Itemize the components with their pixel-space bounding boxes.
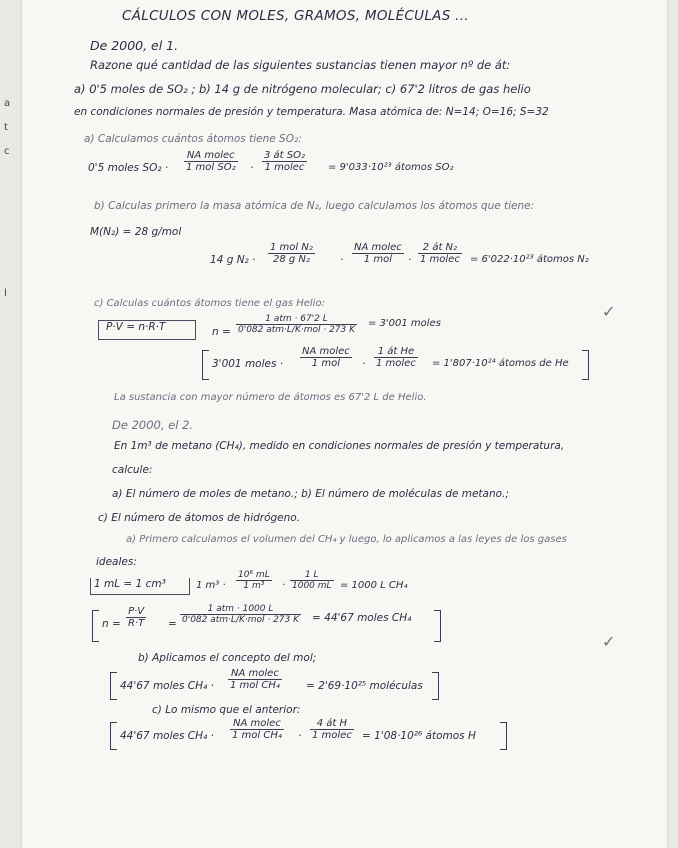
ex2-a-frac-1-num: 10⁶ mL (238, 570, 270, 580)
ex2-a-frac-3-num: 1 atm · 1000 L (180, 604, 301, 615)
ex2-b-intro: b) Aplicamos el concepto del mol; (138, 652, 317, 664)
ex1-c-frac-1-den: 1 mol (311, 358, 340, 369)
ex2-statement-2: calcule: (112, 464, 153, 476)
ex1-b-frac-1 (268, 242, 315, 265)
ex1-c-frac (236, 314, 357, 335)
ex1-b-frac-1-den: 28 g N₂ (272, 254, 310, 265)
ex2-a-equiv: 1 mL = 1 cm³ (94, 578, 166, 590)
margin-mark-a: a (4, 98, 11, 109)
ex2-statement-4: c) El número de átomos de hidrógeno. (98, 512, 301, 524)
ex1-c-frac-2-num: 1 át He (374, 346, 418, 358)
check-mark-2: ✓ (602, 632, 616, 651)
bracket-left (92, 610, 99, 642)
ex1-header: De 2000, el 1. (90, 38, 179, 53)
ex2-c-frac-2-den: 1 molec (312, 730, 352, 741)
ex2-c-result: = 1'08·10²⁶ átomos H (362, 730, 476, 742)
ex1-b-frac-3-den: 1 molec (420, 254, 460, 265)
ex2-statement-3: a) El número de moles de metano.; b) El número de moléculas de metano.; (112, 488, 509, 500)
ex1-c-frac-2 (374, 346, 418, 369)
ex2-a-frac-2 (290, 570, 334, 591)
ex1-c-n-result: = 3'001 moles (368, 318, 441, 329)
bracket-right (500, 722, 507, 750)
equals-sign: = (168, 618, 177, 630)
ex1-a-calc-prefix: 0'5 moles SO₂ · (88, 162, 169, 174)
ex2-a-frac-2-num: 1 L (290, 570, 334, 581)
ex2-b-calc-prefix: 44'67 moles CH₄ · (120, 680, 214, 692)
ex1-a-frac-1-den: 1 mol SO₂ (186, 162, 236, 173)
ex2-c-frac-2-num: 4 át H (310, 718, 354, 730)
ex1-c-n-label: n = (212, 326, 231, 338)
ex2-b-frac-num: NA molec (228, 668, 282, 680)
ex2-statement-1: En 1m³ de metano (CH₄), medido en condiciones normales de presión y temperatura, (114, 440, 565, 452)
bracket-right (432, 672, 439, 700)
ex1-statement-3: en condiciones normales de presión y temperatura. Masa atómica de: N=14; O=16; S=32 (74, 106, 549, 118)
page-title: CÁLCULOS CON MOLES, GRAMOS, MOLÉCULAS ... (122, 8, 469, 24)
ex2-c-frac-2 (310, 718, 354, 741)
ex1-c-frac-1 (300, 346, 352, 369)
ex1-b-frac-3-num: 2 át N₂ (418, 242, 462, 254)
ex1-conclusion: La sustancia con mayor número de átomos es 67'2 L de Helio. (114, 392, 427, 403)
bracket-left (202, 350, 209, 380)
ex1-b-calc-prefix: 14 g N₂ · (210, 254, 256, 266)
ex1-statement-1: Razone qué cantidad de las siguientes sustancias tienen mayor nº de át: (90, 58, 511, 72)
ex1-b-frac-2-den: 1 mol (363, 254, 392, 265)
ex1-b-frac-2-num: NA molec (354, 242, 402, 253)
multiply-dot: · (282, 580, 286, 591)
ex1-c-frac-1-num: NA molec (302, 346, 350, 357)
bracket-left (110, 722, 117, 750)
ex2-c-frac-1 (230, 718, 284, 741)
ex1-b-mass: M(N₂) = 28 g/mol (90, 226, 182, 238)
ex2-b-frac-den: 1 mol CH₄ (230, 680, 280, 691)
ex1-c-calc-prefix: 3'001 moles · (212, 358, 284, 370)
ex2-a-frac-2-den: 1000 mL (292, 581, 332, 591)
ex1-b-frac-2 (352, 242, 404, 265)
check-mark-1: ✓ (602, 302, 616, 321)
ex1-c-result: = 1'807·10²⁴ átomos de He (432, 358, 569, 369)
bracket-left (110, 672, 117, 700)
ex1-statement-2: a) 0'5 moles de SO₂ ; b) 14 g de nitrógeno molecular; c) 67'2 litros de gas helio (74, 82, 531, 96)
margin-mark-t: t (4, 122, 8, 133)
margin-mark-c: c (4, 146, 10, 157)
ex2-a-frac-1 (236, 570, 272, 591)
ex1-a-frac-2 (262, 150, 307, 173)
ex2-c-frac-1-den: 1 mol CH₄ (232, 730, 282, 741)
ex2-a-n-label: n = (102, 618, 121, 630)
ex2-a-frac-3-den: 0'082 atm·L/K·mol · 273 K (182, 615, 300, 625)
ex2-a-frac-3 (180, 604, 301, 625)
multiply-dot: · (362, 358, 366, 370)
ex2-a-result: = 44'67 moles CH₄ (312, 612, 412, 624)
bracket-right (434, 610, 441, 642)
ex2-c-calc-prefix: 44'67 moles CH₄ · (120, 730, 214, 742)
ex2-c-frac-1-num: NA molec (230, 718, 284, 730)
ex2-c-intro: c) Lo mismo que el anterior: (152, 704, 301, 716)
ex2-a-calc-prefix: 1 m³ · (196, 580, 226, 591)
ex1-b-intro: b) Calculas primero la masa atómica de N₂, luego calculamos los átomos que tiene: (94, 200, 535, 212)
margin-mark-l: l (4, 288, 7, 299)
multiply-dot: · (408, 254, 412, 266)
ex2-a-pv-num: P·V (126, 606, 146, 618)
ex2-a-pv-frac (126, 606, 146, 629)
notebook-page (4, 0, 667, 848)
ex2-a-intro-2: ideales: (96, 556, 137, 568)
ex2-a-frac-1-den: 1 m³ (243, 581, 265, 591)
ex1-b-frac-3 (418, 242, 462, 265)
ex2-a-intro: a) Primero calculamos el volumen del CH₄ y luego, lo aplicamos a las leyes de los gases (126, 534, 567, 545)
ex1-a-result: = 9'033·10²³ átomos SO₂ (328, 162, 454, 173)
ex1-a-frac-1 (184, 150, 238, 173)
ex2-b-result: = 2'69·10²⁵ moléculas (306, 680, 423, 692)
ex1-a-frac-1-num: NA molec (184, 150, 238, 162)
multiply-dot: · (298, 730, 302, 742)
ex1-a-intro: a) Calculamos cuántos átomos tiene SO₂: (84, 133, 302, 145)
multiply-dot: · (340, 254, 344, 266)
ex1-c-intro: c) Calculas cuántos átomos tiene el gas Helio: (94, 298, 325, 309)
ex2-a-vol-result: = 1000 L CH₄ (340, 580, 408, 591)
ex1-c-frac-2-den: 1 molec (376, 358, 416, 369)
ex1-b-result: = 6'022·10²³ átomos N₂ (470, 254, 589, 265)
multiply-dot: · (250, 162, 254, 174)
bracket-right (582, 350, 589, 380)
ex1-c-frac-num: 1 atm · 67'2 L (236, 314, 357, 325)
ex2-header: De 2000, el 2. (112, 418, 194, 432)
ex1-c-formula: P·V = n·R·T (106, 321, 166, 333)
ex2-b-frac (228, 668, 282, 691)
ex1-b-frac-1-num: 1 mol N₂ (270, 242, 313, 253)
ex2-a-pv-den: R·T (128, 618, 145, 629)
ex1-a-frac-2-den: 1 molec (264, 162, 305, 173)
ex1-c-frac-den: 0'082 atm·L/K·mol · 273 K (238, 325, 356, 335)
ex1-a-frac-2-num: 3 át SO₂ (264, 150, 305, 161)
